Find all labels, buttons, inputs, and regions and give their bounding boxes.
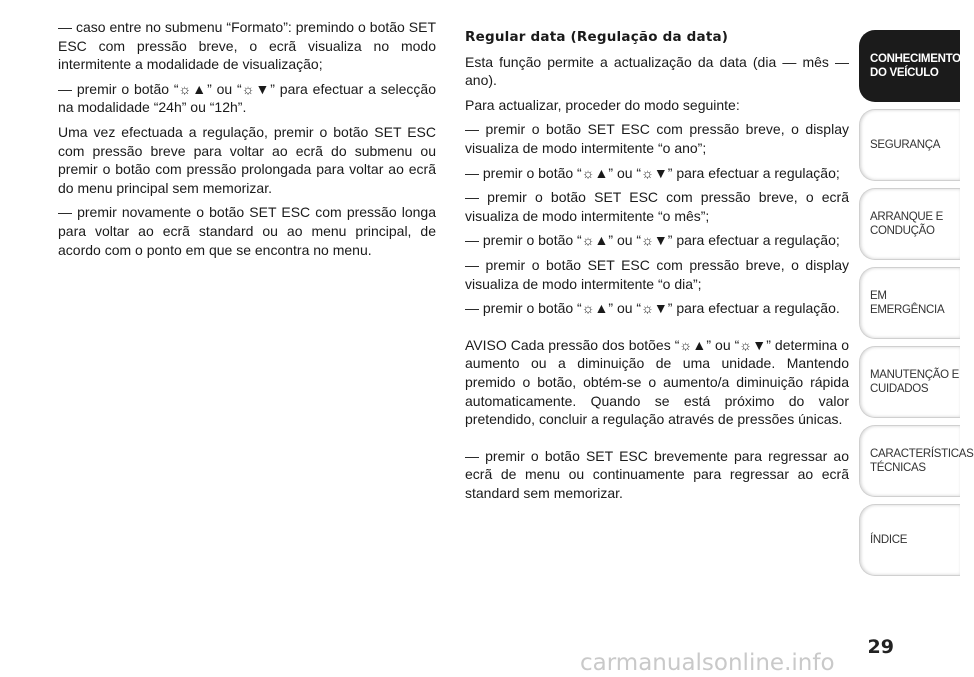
right-column <box>465 18 849 508</box>
tab-label: ARRANQUE E CONDUÇÃO <box>870 211 944 237</box>
tab-label: EM EMERGÊNCIA <box>870 290 945 316</box>
paragraph: — premir novamente o botão SET ESC com pressão longa para voltar ao ecrã standard ou ao menu principal, de acordo com o ponto em que se encontra no menu. <box>58 204 436 258</box>
paragraph: — premir o botão “☼▲” ou “☼▼” para efectuar a regulação; <box>465 164 840 181</box>
paragraph: Esta função permite a actualização da data (dia — mês — ano). <box>465 53 849 89</box>
tab-em-emergencia[interactable] <box>859 267 960 339</box>
tab-conhecimento-do-veiculo[interactable] <box>859 30 960 102</box>
tab-label: SEGURANÇA <box>870 139 941 151</box>
tab-label: CARACTERÍSTICAS TÉCNICAS <box>870 448 974 474</box>
section-heading: Regular data (Regulação da data) <box>465 29 729 45</box>
paragraph: Para actualizar, proceder do modo seguinte: <box>465 96 740 113</box>
notice-paragraph: AVISO Cada pressão dos botões “☼▲” ou “☼▼” determina o aumento ou a diminuição de uma unidade. Mantendo premido o botão, obtém-se o aumento/a diminuição rápida automaticamente. Quando se está próximo do valor pretendido, concluir a regulação através de pressões únicas. <box>465 336 849 428</box>
paragraph: — premir o botão SET ESC com pressão breve, o display visualiza de modo intermitente “o dia”; <box>465 256 849 292</box>
tab-label: CONHECIMENTO DO VEÍCULO <box>870 53 961 79</box>
tab-arranque-e-conducao[interactable] <box>859 188 960 260</box>
tab-indice[interactable] <box>859 504 960 576</box>
watermark-text: carmanualsonline.info <box>580 650 835 676</box>
tab-seguranca[interactable] <box>859 109 960 181</box>
paragraph: — caso entre no submenu “Formato”: premindo o botão SET ESC com pressão breve, o ecrã visualiza no modo intermitente a modalidade de visualização; <box>58 19 436 73</box>
paragraph: Uma vez efectuada a regulação, premir o botão SET ESC com pressão breve para voltar ao ecrã do submenu ou premir o botão com pressão prolongada para voltar ao ecrã do menu principal sem memorizar. <box>58 123 436 196</box>
paragraph: — premir o botão SET ESC com pressão breve, o ecrã visualiza de modo intermitente “o mês”; <box>465 189 849 224</box>
tab-label: ÍNDICE <box>870 534 908 546</box>
paragraph: — premir o botão “☼▲” ou “☼▼” para efectuar a selecção na modalidade “24h” ou “12h”. <box>58 80 436 116</box>
paragraph: — premir o botão SET ESC com pressão breve, o display visualiza de modo intermitente “o ano”; <box>465 121 849 156</box>
tab-label: MANUTENÇÃO E CUIDADOS <box>870 369 960 395</box>
paragraph: — premir o botão “☼▲” ou “☼▼” para efectuar a regulação; <box>465 232 840 249</box>
page-number: 29 <box>867 636 894 658</box>
chapter-tabs <box>859 30 974 583</box>
left-column <box>58 18 436 265</box>
tab-manutencao-e-cuidados[interactable] <box>859 346 960 418</box>
tab-caracteristicas-tecnicas[interactable] <box>859 425 974 497</box>
paragraph: — premir o botão SET ESC brevemente para regressar ao ecrã de menu ou continuamente para regressar ao ecrã standard sem memorizar. <box>465 447 849 501</box>
paragraph: — premir o botão “☼▲” ou “☼▼” para efectuar a regulação. <box>465 300 840 317</box>
